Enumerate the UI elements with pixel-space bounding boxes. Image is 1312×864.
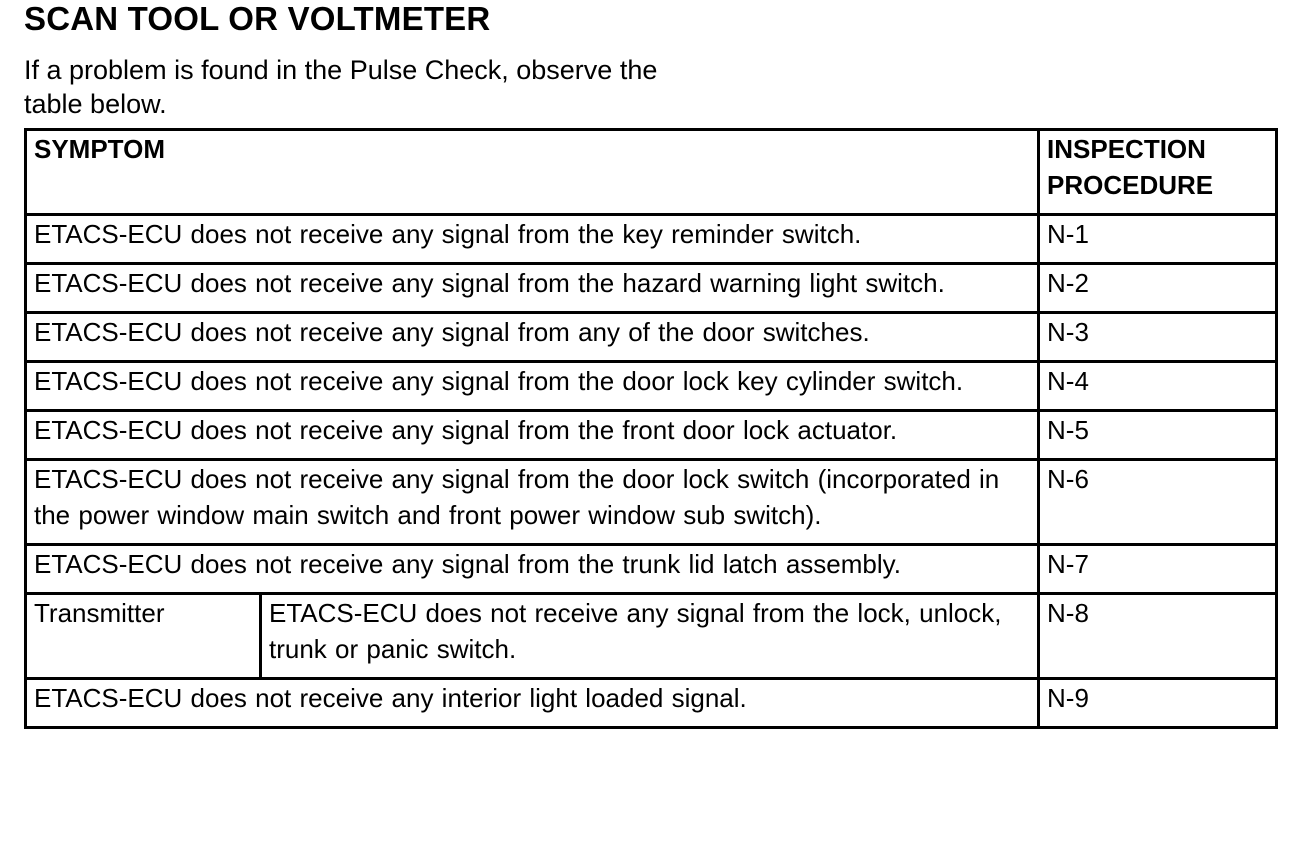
procedure-cell: N-3 (1039, 313, 1277, 362)
table-row (26, 460, 1277, 545)
procedure-cell: N-5 (1039, 411, 1277, 460)
procedure-cell: N-8 (1039, 594, 1277, 679)
procedure-cell: N-6 (1039, 460, 1277, 545)
table-row (26, 313, 1277, 362)
category-cell: Transmitter (26, 594, 261, 679)
procedure-cell: N-2 (1039, 264, 1277, 313)
symptom-cell: ETACS-ECU does not receive any signal from the front door lock actuator. (26, 411, 1039, 460)
table-row (26, 594, 1277, 679)
intro-line-1: If a problem is found in the Pulse Check, observe the (24, 55, 658, 85)
document-page (24, 0, 1279, 713)
procedure-header (1039, 130, 1277, 215)
symptom-cell: ETACS-ECU does not receive any interior light loaded signal. (26, 679, 1039, 728)
symptom-cell: ETACS-ECU does not receive any signal from the door lock key cylinder switch. (26, 362, 1039, 411)
table-row (26, 545, 1277, 594)
procedure-header-line-1: INSPECTION (1047, 134, 1206, 164)
intro-line-2: table below. (24, 89, 167, 119)
page-title: SCAN TOOL OR VOLTMETER (24, 0, 491, 37)
procedure-header-line-2: PROCEDURE (1047, 170, 1214, 200)
table-header-row (26, 130, 1277, 215)
procedure-cell: N-7 (1039, 545, 1277, 594)
procedure-cell: N-1 (1039, 215, 1277, 264)
symptom-header: SYMPTOM (26, 130, 1039, 215)
symptom-table (24, 128, 1278, 729)
table-row (26, 264, 1277, 313)
symptom-cell: ETACS-ECU does not receive any signal from the lock, unlock, trunk or panic switch. (261, 594, 1039, 679)
symptom-cell: ETACS-ECU does not receive any signal from the key reminder switch. (26, 215, 1039, 264)
symptom-cell: ETACS-ECU does not receive any signal from the door lock switch (incorporated in the power window main switch and front power window sub switch). (26, 460, 1039, 545)
procedure-cell: N-4 (1039, 362, 1277, 411)
table-row (26, 679, 1277, 728)
symptom-cell: ETACS-ECU does not receive any signal from any of the door switches. (26, 313, 1039, 362)
symptom-cell: ETACS-ECU does not receive any signal from the trunk lid latch assembly. (26, 545, 1039, 594)
table-row (26, 362, 1277, 411)
table-row (26, 411, 1277, 460)
symptom-cell: ETACS-ECU does not receive any signal from the hazard warning light switch. (26, 264, 1039, 313)
procedure-cell: N-9 (1039, 679, 1277, 728)
intro-text (24, 53, 784, 121)
table-row (26, 215, 1277, 264)
